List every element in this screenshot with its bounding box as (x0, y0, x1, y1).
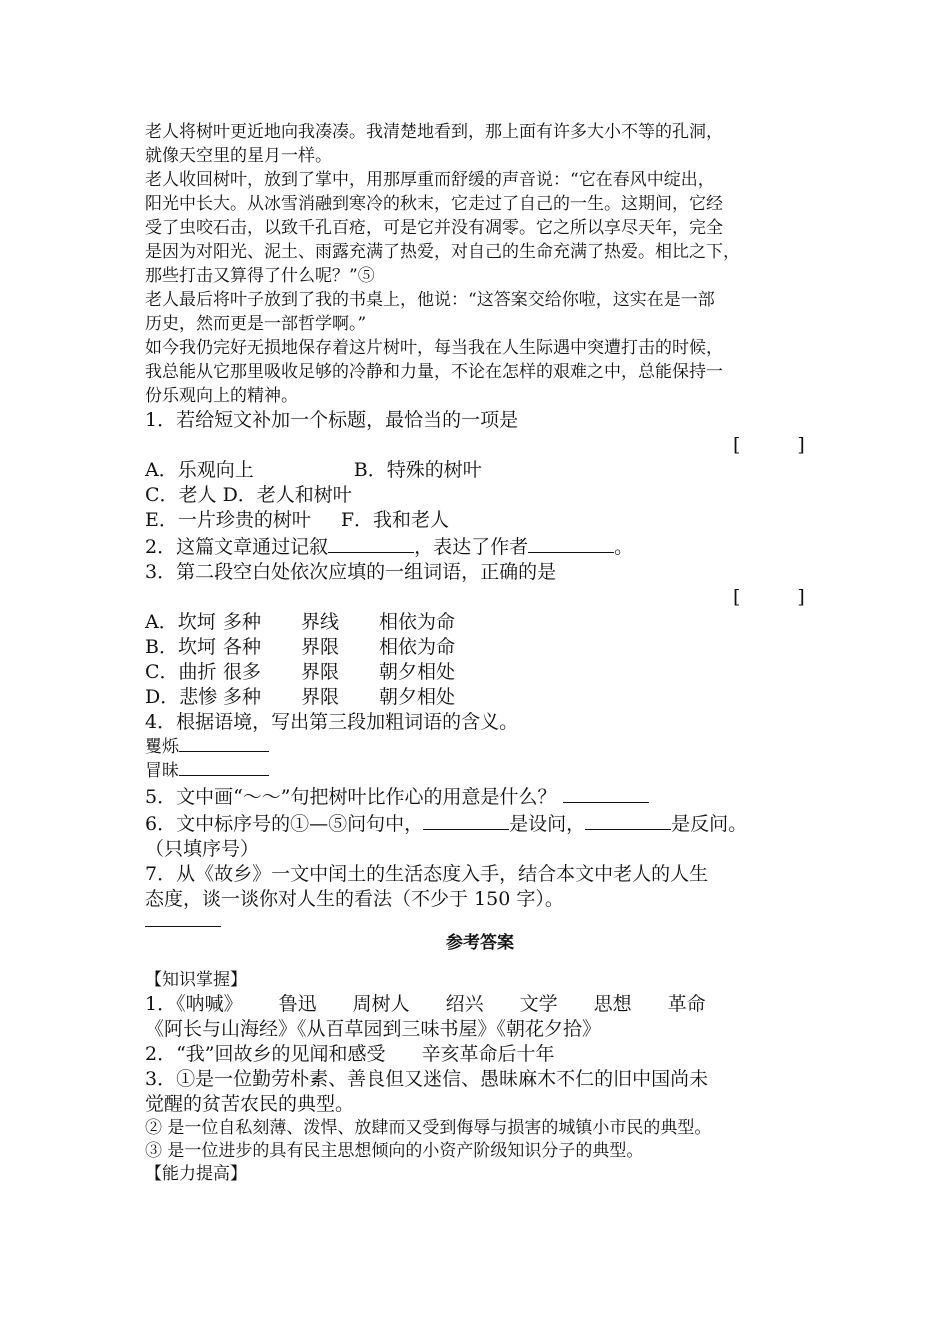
passage-line: 是因为对阳光、泥土、雨露充满了热爱，对自己的生命充满了热爱。相比之下， (145, 242, 740, 262)
passage-line: 份乐观向上的精神。 (145, 386, 298, 406)
answer-blank[interactable] (585, 810, 671, 830)
question-7 (145, 862, 815, 927)
question-2 (145, 533, 815, 560)
passage-line: 如今我仍完好无损地保存着这片树叶，每当我在人生际遇中突遭打击的时候， (145, 338, 723, 358)
option-e: E．一片珍贵的树叶 (145, 509, 311, 531)
answer-rule[interactable] (145, 926, 221, 927)
passage-line: 历史，然而更是一部哲学啊。” (145, 314, 367, 334)
answer-blank[interactable] (179, 759, 269, 776)
passage-line: 我总能从它那里吸收足够的冷静和力量，不论在怎样的艰难之中，总能保持一 (145, 362, 723, 382)
passage-line: 阳光中长大。从冰雪消融到寒冷的秋末，它走过了自己的一生。这期间，它经 (145, 194, 723, 214)
option-b: B．特殊的树叶 (353, 459, 482, 481)
answer-blank[interactable] (563, 783, 649, 803)
term-label: 冒昧 (145, 761, 179, 781)
passage-line: 老人将树叶更近地向我凑凑。我清楚地看到，那上面有许多大小不等的孔洞， (145, 122, 723, 142)
option-row: B．坎坷 各种 界限 相依为命 (145, 636, 456, 658)
option-row: C．曲折 很多 界限 朝夕相处 (145, 661, 456, 683)
answer-key (145, 931, 815, 1186)
passage-line: 老人收回树叶，放到了掌中，用那厚重而舒缓的声音说：“它在春风中绽出， (145, 170, 715, 190)
passage (145, 120, 815, 408)
option-f: F．我和老人 (340, 509, 450, 531)
answer-blank[interactable] (528, 533, 614, 553)
answer-line: 1．《呐喊》 鲁迅 周树人 绍兴 文学 思想 革命 (145, 993, 706, 1015)
answer-key-title: 参考答案 (446, 933, 514, 953)
answer-line: 3．①是一位勤劳朴素、善良但又迷信、愚昧麻木不仁的旧中国尚未 (145, 1068, 709, 1090)
answer-line: ③ 是一位进步的具有民主思想倾向的小资产阶级知识分子的典型。 (145, 1141, 644, 1161)
answer-line: 《阿长与山海经》《从百草园到三味书屋》《朝花夕拾》 (145, 1018, 602, 1040)
option-row (145, 458, 815, 483)
question-text: 。 (614, 536, 634, 558)
answer-bracket: [ ] (733, 586, 805, 608)
option-a: A．乐观向上 (145, 459, 254, 481)
term-label: 矍烁 (145, 737, 179, 757)
question-stem: 1．若给短文补加一个标题，最恰当的一项是 (145, 409, 519, 431)
answer-blank[interactable] (423, 810, 509, 830)
answer-blank[interactable] (179, 735, 269, 752)
question-text: 5．文中画“～～”句把树叶比作心的用意是什么？ (145, 786, 557, 808)
passage-line: 老人最后将叶子放到了我的书桌上，他说：“这答案交给你啦，这实在是一部 (145, 290, 715, 310)
question-text: 2．这篇文章通过记叙 (145, 536, 329, 558)
answer-line: 觉醒的贫苦农民的典型。 (145, 1093, 355, 1115)
question-text: 7．从《故乡》一文中闰土的生活态度入手，结合本文中老人的人生 (145, 863, 709, 885)
question-text: 6．文中标序号的①—⑤问句中， (145, 813, 424, 835)
passage-line: 就像天空里的星月一样。 (145, 146, 332, 166)
document-page (145, 120, 815, 1186)
question-stem: 4．根据语境，写出第三段加粗词语的含义。 (145, 711, 519, 733)
answer-line: 2．“我”回故乡的见闻和感受 辛亥革命后十年 (145, 1043, 555, 1065)
question-4 (145, 710, 815, 783)
passage-line: 那些打击又算得了什么呢？”⑤ (145, 266, 375, 286)
answer-blank[interactable] (328, 533, 414, 553)
question-1 (145, 408, 815, 533)
question-3 (145, 560, 815, 710)
question-text: ，表达了作者 (414, 536, 529, 558)
option-row: D．悲惨 多种 界限 朝夕相处 (145, 686, 456, 708)
question-text: 态度，谈一谈你对人生的看法（不少于 150 字）。 (145, 888, 564, 910)
section-heading: 【知识掌握】 (145, 970, 247, 990)
question-5 (145, 783, 815, 810)
question-stem: 3．第二段空白处依次应填的一组词语，正确的是 (145, 561, 557, 583)
option-row: C．老人 D．老人和树叶 (145, 484, 352, 506)
section-heading: 【能力提高】 (145, 1164, 247, 1184)
option-row (145, 508, 815, 533)
answer-line: ② 是一位自私刻薄、泼悍、放肆而又受到侮辱与损害的城镇小市民的典型。 (145, 1118, 712, 1138)
question-6 (145, 810, 815, 862)
answer-bracket: [ ] (733, 434, 805, 456)
passage-line: 受了虫咬石击，以致千孔百疮，可是它并没有凋零。它之所以享尽天年，完全 (145, 218, 723, 238)
option-row: A．坎坷 多种 界线 相依为命 (145, 611, 456, 633)
question-text: 是反问。 (671, 813, 748, 835)
question-note: （只填序号） (145, 838, 260, 860)
question-text: 是设问， (509, 813, 586, 835)
